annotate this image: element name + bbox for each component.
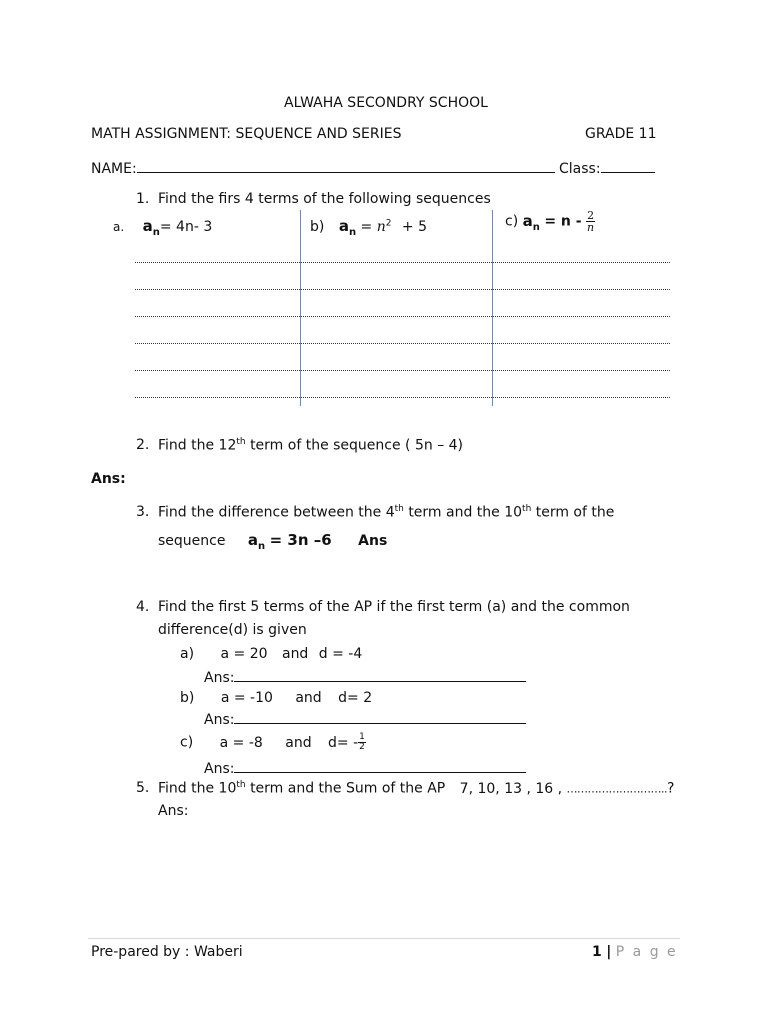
- q3-a: a: [247, 531, 259, 549]
- q4a-d: d = -4: [318, 646, 363, 662]
- q4c-answer[interactable]: [204, 759, 526, 777]
- q1b-nvar: n: [376, 219, 386, 235]
- q3-text-b: term and the 10: [408, 504, 523, 521]
- q1-answer-line-5[interactable]: [135, 370, 670, 371]
- page-word: P a g e: [615, 944, 678, 960]
- q5-text-b: term and the Sum of the AP: [250, 780, 446, 797]
- q1-answer-line-1[interactable]: [135, 262, 670, 263]
- q4b-ans-blank[interactable]: [234, 710, 526, 724]
- q4a-label: a): [180, 646, 195, 662]
- q3-sup1: th: [394, 504, 404, 514]
- q4c-d: d= -: [328, 734, 359, 751]
- q5-sequence: 7, 10, 13 , 16 ,: [459, 780, 563, 797]
- q3-sequence-word: sequence: [158, 533, 226, 549]
- q4a-ans-label: Ans:: [204, 670, 235, 686]
- q1-text: Find the firs 4 terms of the following sequences: [158, 191, 491, 207]
- q4-line1: Find the first 5 terms of the AP if the first term (a) and the common: [158, 599, 630, 615]
- q5-dots: ………………………..: [566, 782, 668, 796]
- q3-sup2: th: [522, 504, 532, 514]
- footer-page: [592, 944, 678, 960]
- q1c-sub: n: [532, 221, 540, 233]
- q1c-a: a: [522, 211, 533, 230]
- footer-prepared-by: Pre-pared by : Waberi: [91, 944, 243, 960]
- q4b-d: d= 2: [338, 690, 373, 706]
- assignment-title: MATH ASSIGNMENT: SEQUENCE AND SERIES: [91, 126, 402, 142]
- q5-text-a: Find the 10: [158, 780, 237, 797]
- q1c-fraction: [586, 210, 595, 233]
- school-name: ALWAHA SECONDRY SCHOOL: [284, 95, 488, 111]
- q1c-denominator: n: [587, 221, 595, 234]
- q5-text: [158, 780, 674, 797]
- q3-number: 3.: [136, 504, 150, 520]
- q1a-formula: [113, 217, 212, 238]
- q1a-a: a: [142, 217, 153, 235]
- q3-text-c: term of the: [535, 504, 615, 521]
- q4b: [180, 690, 372, 706]
- page-number: 1: [592, 944, 602, 960]
- q4a-answer[interactable]: [204, 668, 526, 686]
- class-blank[interactable]: [601, 159, 655, 173]
- q4a-and: and: [281, 646, 309, 662]
- q1-answer-line-3[interactable]: [135, 316, 670, 317]
- q3-formula: = 3n –6: [269, 531, 332, 549]
- q3-text: [158, 504, 614, 521]
- q1a-label: a.: [113, 220, 125, 234]
- q2-sup: th: [236, 437, 246, 447]
- q1b-sub: n: [348, 227, 357, 238]
- q1-answer-line-6[interactable]: [135, 397, 670, 398]
- q3-sub: n: [258, 541, 266, 552]
- q3-ans: Ans: [358, 533, 388, 549]
- q1b-exp: 2: [385, 218, 392, 229]
- q4c-label: c): [180, 734, 194, 751]
- q1b-a: a: [338, 217, 349, 235]
- q4b-a: a = -10: [220, 690, 273, 706]
- column-divider-2: [492, 210, 493, 406]
- q5-sup: th: [236, 780, 246, 790]
- q1c-formula: [505, 210, 595, 233]
- q4c-and: and: [285, 734, 312, 751]
- name-blank[interactable]: [137, 159, 555, 173]
- q1c-numerator: 2: [587, 209, 595, 222]
- q5-number: 5.: [136, 780, 150, 796]
- column-divider-1: [300, 210, 301, 406]
- q1b-label: b): [310, 219, 325, 235]
- grade-label: GRADE 11: [585, 126, 657, 142]
- q5-answer-label: Ans:: [158, 803, 189, 819]
- q1a-rest: = 4n- 3: [159, 219, 213, 235]
- q4b-label: b): [180, 690, 195, 706]
- name-label: NAME:: [91, 161, 137, 177]
- class-field[interactable]: [559, 159, 655, 177]
- q4b-ans-label: Ans:: [204, 712, 235, 728]
- page-separator: |: [606, 944, 612, 960]
- q1a-sub: n: [152, 227, 160, 238]
- q1-answer-line-2[interactable]: [135, 289, 670, 290]
- q4c-a: a = -8: [219, 734, 263, 751]
- q2-text-a: Find the 12: [158, 437, 237, 454]
- q3-line2: [158, 531, 387, 552]
- q2-answer-label: Ans:: [91, 471, 126, 487]
- footer-divider: [88, 938, 680, 939]
- q4c-ans-blank[interactable]: [234, 759, 526, 773]
- q4c-numerator: 1: [359, 732, 365, 742]
- q1-number: 1.: [136, 191, 150, 207]
- q4c-ans-label: Ans:: [204, 761, 235, 777]
- q4c: [180, 733, 366, 752]
- q5-question-mark: ?: [667, 780, 675, 797]
- q3-text-a: Find the difference between the 4: [158, 504, 395, 521]
- q1c-eq: = n -: [544, 213, 582, 230]
- q2-text: [158, 437, 463, 454]
- q4b-answer[interactable]: [204, 710, 526, 728]
- q4c-fraction: [358, 733, 366, 752]
- q4-number: 4.: [136, 599, 150, 615]
- q2-number: 2.: [136, 437, 150, 453]
- q4-line2: difference(d) is given: [158, 622, 307, 638]
- q1-answer-line-4[interactable]: [135, 343, 670, 344]
- q1c-label: c): [505, 213, 519, 230]
- q4c-denominator: 2: [359, 742, 365, 752]
- q4a-a: a = 20: [220, 646, 268, 662]
- q4a: [180, 646, 362, 662]
- q1b-eq: =: [360, 219, 373, 235]
- q4a-ans-blank[interactable]: [234, 668, 526, 682]
- name-field[interactable]: [91, 159, 555, 177]
- q1b-formula: [310, 217, 427, 238]
- class-label: Class:: [559, 161, 601, 177]
- q4b-and: and: [295, 690, 322, 706]
- q2-text-b: term of the sequence ( 5n – 4): [250, 437, 464, 454]
- q1b-rest: + 5: [401, 219, 428, 235]
